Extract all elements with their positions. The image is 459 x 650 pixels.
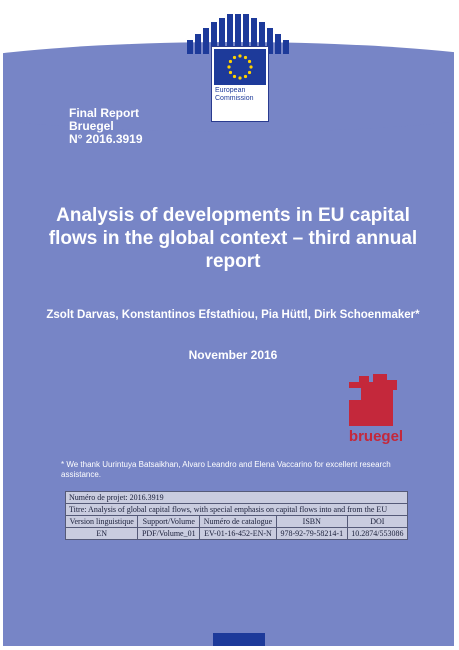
- report-organization: Bruegel: [69, 119, 114, 133]
- report-number: N° 2016.3919: [69, 132, 143, 146]
- eu-star-icon: [229, 60, 232, 63]
- value-support-volume: PDF/Volume_01: [138, 528, 200, 540]
- header-language-version: Version linguistique: [66, 516, 138, 528]
- value-catalogue-number: EV-01-16-452-EN-N: [200, 528, 277, 540]
- eu-star-icon: [249, 65, 252, 68]
- ec-logo-text: [215, 87, 254, 103]
- eu-flag-icon: [214, 49, 266, 85]
- value-doi: 10.2874/553086: [347, 528, 407, 540]
- eu-star-icon: [238, 76, 241, 79]
- header-support-volume: Support/Volume: [138, 516, 200, 528]
- report-title: Analysis of developments in EU capital flows in the global context – third annual report: [48, 205, 418, 272]
- eu-star-icon: [238, 54, 241, 57]
- report-date: November 2016: [188, 348, 278, 362]
- title-cell: Titre: Analysis of global capital flows, with special emphasis on capital flows into and from the EU: [66, 504, 408, 516]
- ec-logo-line2: Commission: [215, 95, 254, 102]
- report-meta: [69, 107, 143, 146]
- header-doi: DOI: [347, 516, 407, 528]
- header-catalogue-number: Numéro de catalogue: [200, 516, 277, 528]
- eu-star-icon: [248, 71, 251, 74]
- bottom-blue-tab: [213, 633, 265, 646]
- cover-background: [3, 2, 454, 646]
- bruegel-logo: [343, 374, 409, 448]
- eu-star-icon: [233, 75, 236, 78]
- value-isbn: 978-92-79-58214-1: [276, 528, 347, 540]
- report-type: Final Report: [69, 106, 140, 120]
- ec-emblem-box: [211, 46, 269, 122]
- european-commission-logo: [183, 14, 295, 108]
- bruegel-squares-icon: [343, 374, 409, 428]
- publication-info-table: [65, 491, 408, 540]
- ec-logo-line1: European: [215, 87, 246, 94]
- report-authors: Zsolt Darvas, Konstantinos Efstathiou, Pia Hüttl, Dirk Schoenmaker*: [46, 309, 420, 321]
- eu-star-icon: [248, 60, 251, 63]
- eu-star-icon: [233, 56, 236, 59]
- bruegel-logo-text: bruegel: [348, 428, 404, 445]
- eu-star-icon: [244, 56, 247, 59]
- acknowledgement-footnote: * We thank Uurintuya Batsaikhan, Alvaro Leandro and Elena Vaccarino for excellent research assistance.: [61, 460, 391, 479]
- project-number-cell: Numéro de projet: 2016.3919: [66, 492, 408, 504]
- header-isbn: ISBN: [276, 516, 347, 528]
- eu-star-icon: [229, 71, 232, 74]
- eu-star-icon: [244, 75, 247, 78]
- eu-star-icon: [227, 65, 230, 68]
- value-language-version: EN: [66, 528, 138, 540]
